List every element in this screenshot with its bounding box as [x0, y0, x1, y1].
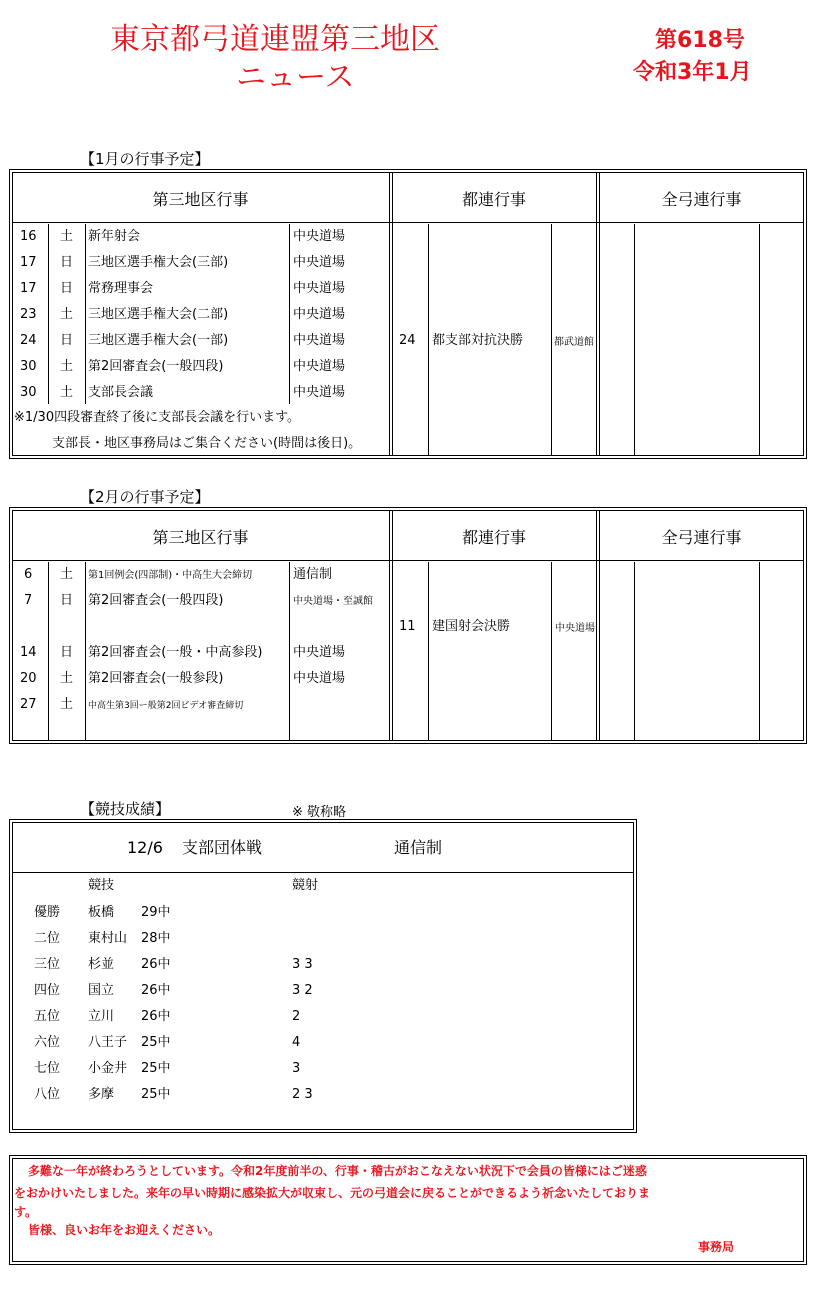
message-signature: 事務局 — [698, 1240, 735, 1254]
jan-row-place: 中央道場 — [293, 281, 346, 296]
jan-row-place: 中央道場 — [293, 307, 346, 322]
jan-row-dow: 土 — [60, 385, 74, 400]
result-shootoff: 3 — [292, 1061, 301, 1076]
result-score: 25中 — [141, 1035, 171, 1050]
jan-tokyo-event: 都支部対抗決勝 — [432, 333, 524, 348]
feb-row-place: 通信制 — [293, 567, 333, 582]
feb-row-place: 中央道場 — [293, 645, 346, 660]
jan-col-divider — [634, 224, 635, 456]
message-line-4: 皆様、良いお年をお迎えください。 — [28, 1223, 221, 1237]
jan-row-day: 16 — [20, 229, 37, 244]
result-score: 28中 — [141, 931, 171, 946]
issue-number: 第618号 — [655, 28, 745, 53]
feb-col-divider — [551, 562, 552, 741]
result-team: 東村山 — [88, 931, 128, 946]
jan-note-1: ※1/30四段審査終了後に支部長会議を行います。 — [14, 410, 301, 425]
jan-row-event: 三地区選手権大会(二部) — [88, 307, 229, 322]
jan-col-tokyo: 都連行事 — [461, 190, 526, 209]
jan-section-title: 【1月の行事予定】 — [80, 150, 210, 168]
result-rank: 五位 — [34, 1009, 61, 1024]
feb-tokyo-event: 建国射会決勝 — [432, 619, 511, 634]
jan-row-event: 支部長会議 — [88, 385, 154, 400]
jan-row-event: 新年射会 — [88, 229, 141, 244]
jan-col-divider — [599, 172, 600, 456]
result-rank: 三位 — [34, 957, 61, 972]
feb-row-dow: 土 — [60, 671, 74, 686]
jan-row-event: 三地区選手権大会(三部) — [88, 255, 229, 270]
jan-col-divider — [85, 224, 86, 404]
feb-row-day: 7 — [24, 593, 33, 608]
result-rank: 二位 — [34, 931, 61, 946]
result-score: 26中 — [141, 1009, 171, 1024]
result-score: 26中 — [141, 957, 171, 972]
result-rank: 優勝 — [34, 905, 61, 920]
jan-col-divider — [759, 224, 760, 456]
jan-row-dow: 土 — [60, 359, 74, 374]
jan-row-place: 中央道場 — [293, 255, 346, 270]
result-score: 25中 — [141, 1061, 171, 1076]
jan-row-place: 中央道場 — [293, 333, 346, 348]
newsletter-title: 東京都弓道連盟第三地区 — [110, 22, 440, 57]
jan-note-2: 支部長・地区事務局はご集合ください(時間は後日)。 — [52, 436, 362, 451]
jan-row-place: 中央道場 — [293, 229, 346, 244]
feb-col-tokyo: 都連行事 — [461, 528, 526, 547]
feb-col-divider — [389, 510, 390, 741]
message-line-3: す。 — [14, 1205, 38, 1219]
feb-col-divider — [759, 562, 760, 741]
feb-row-event: 第2回審査会(一般四段) — [88, 593, 224, 608]
jan-row-event: 常務理事会 — [88, 281, 154, 296]
result-rank: 六位 — [34, 1035, 61, 1050]
jan-col-divider — [289, 224, 290, 404]
jan-row-place: 中央道場 — [293, 359, 346, 374]
jan-col-national: 全弓連行事 — [661, 190, 742, 209]
result-rank: 七位 — [34, 1061, 61, 1076]
jan-tokyo-place: 都武道館 — [554, 337, 594, 348]
feb-row-place: 中央道場 — [293, 671, 346, 686]
result-shootoff: 2 — [292, 1009, 301, 1024]
feb-row-event: 中高生第3回ー般第2回ビデオ審査締切 — [88, 701, 244, 711]
results-header-divider — [12, 872, 634, 873]
feb-col-divider — [48, 562, 49, 741]
jan-row-day: 30 — [20, 385, 37, 400]
message-line-1: 多難な一年が終わろうとしています。令和2年度前半の、行事・稽古がおこなえない状況下で会員の皆様にはご迷惑 — [28, 1164, 647, 1178]
result-shootoff: 2 3 — [292, 1087, 313, 1102]
jan-row-day: 24 — [20, 333, 37, 348]
jan-row-day: 30 — [20, 359, 37, 374]
result-team: 小金井 — [88, 1061, 128, 1076]
jan-col-district: 第三地区行事 — [152, 190, 249, 209]
honorific-note: ※ 敬称略 — [292, 805, 347, 820]
result-shootoff: 4 — [292, 1035, 301, 1050]
feb-col-divider — [289, 562, 290, 741]
feb-row-dow: 日 — [60, 593, 74, 608]
feb-row-place: 中央道場・至誠館 — [293, 596, 373, 607]
feb-col-divider — [634, 562, 635, 741]
jan-row-day: 23 — [20, 307, 37, 322]
feb-row-event: 第1回例会(四部制)・中高生大会締切 — [88, 570, 253, 581]
newsletter-subtitle: ニュース — [236, 60, 355, 95]
jan-row-event: 三地区選手権大会(一部) — [88, 333, 229, 348]
feb-header-divider — [12, 560, 804, 561]
feb-row-event: 第2回審査会(一般参段) — [88, 671, 224, 686]
jan-row-place: 中央道場 — [293, 385, 346, 400]
result-score: 26中 — [141, 983, 171, 998]
feb-row-dow: 土 — [60, 567, 74, 582]
jan-col-divider — [392, 172, 393, 456]
jan-row-event: 第2回審査会(一般四段) — [88, 359, 224, 374]
feb-col-national: 全弓連行事 — [661, 528, 742, 547]
jan-row-dow: 土 — [60, 307, 74, 322]
feb-tokyo-place: 中央道場 — [555, 623, 595, 634]
results-section-title: 【競技成績】 — [80, 800, 171, 818]
col-shootoff: 競射 — [292, 878, 319, 893]
jan-col-divider — [596, 172, 597, 456]
event-name: 支部団体戦 — [182, 838, 263, 857]
jan-row-dow: 日 — [60, 333, 74, 348]
jan-header-divider — [12, 222, 804, 223]
feb-row-day: 27 — [20, 697, 37, 712]
feb-section-title: 【2月の行事予定】 — [80, 488, 210, 506]
results-frame — [12, 822, 634, 1130]
feb-col-divider — [428, 562, 429, 741]
jan-row-day: 17 — [20, 255, 37, 270]
feb-row-dow: 土 — [60, 697, 74, 712]
message-line-2: をおかけいたしました。来年の早い時期に感染拡大が収束し、元の弓道会に戻ることができるよう祈念いたしておりま — [14, 1186, 651, 1200]
result-team: 板橋 — [88, 905, 115, 920]
jan-col-divider — [48, 224, 49, 404]
result-team: 杉並 — [88, 957, 115, 972]
feb-row-day: 14 — [20, 645, 37, 660]
jan-row-dow: 日 — [60, 255, 74, 270]
jan-row-dow: 土 — [60, 229, 74, 244]
feb-col-district: 第三地区行事 — [152, 528, 249, 547]
col-competition: 競技 — [88, 878, 115, 893]
jan-tokyo-day: 24 — [399, 333, 416, 348]
jan-row-day: 17 — [20, 281, 37, 296]
result-score: 25中 — [141, 1087, 171, 1102]
feb-col-divider — [596, 510, 597, 741]
feb-row-day: 20 — [20, 671, 37, 686]
result-rank: 四位 — [34, 983, 61, 998]
result-team: 八王子 — [88, 1035, 128, 1050]
event-date: 12/6 — [127, 838, 163, 857]
result-shootoff: 3 3 — [292, 957, 313, 972]
jan-col-divider — [389, 172, 390, 456]
jan-row-dow: 日 — [60, 281, 74, 296]
jan-col-divider — [428, 224, 429, 456]
result-shootoff: 3 2 — [292, 983, 313, 998]
result-rank: 八位 — [34, 1087, 61, 1102]
result-score: 29中 — [141, 905, 171, 920]
feb-row-day: 6 — [24, 567, 33, 582]
feb-row-event: 第2回審査会(一般・中高参段) — [88, 645, 263, 660]
result-team: 立川 — [88, 1009, 115, 1024]
issue-date: 令和3年1月 — [633, 60, 752, 85]
feb-row-dow: 日 — [60, 645, 74, 660]
feb-col-divider — [85, 562, 86, 741]
result-team: 多摩 — [88, 1087, 115, 1102]
feb-tokyo-day: 11 — [399, 619, 416, 634]
event-type: 通信制 — [394, 838, 443, 857]
result-team: 国立 — [88, 983, 115, 998]
jan-col-divider — [551, 224, 552, 456]
